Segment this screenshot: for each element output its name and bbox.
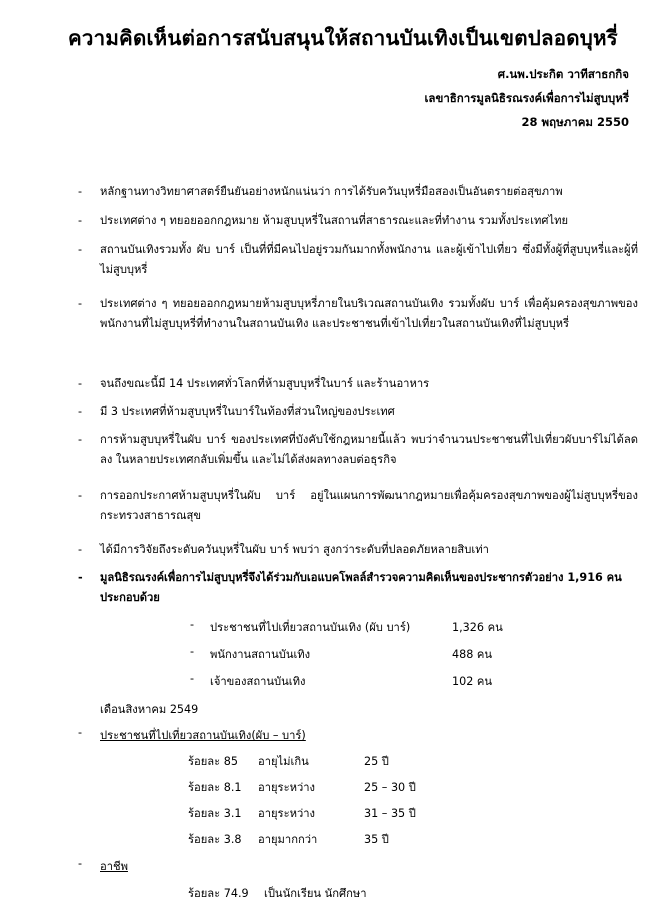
sample-count: 488 คน bbox=[452, 648, 493, 661]
bullet-dash: - bbox=[78, 214, 83, 227]
bullet-dash: - bbox=[78, 377, 83, 390]
author-name: ศ.นพ.ประกิต วาทีสาธกกิจ bbox=[497, 67, 629, 81]
bullet-dash: - bbox=[78, 185, 83, 198]
age-pct: ร้อยละ 3.8 bbox=[188, 833, 242, 846]
list-item bbox=[78, 211, 638, 231]
section-heading-customers: ประชาชนที่ไปเที่ยวสถานบันเทิง(ผับ – บาร์) bbox=[100, 729, 306, 742]
list-item-text: การห้ามสูบบุหรี่ในผับ บาร์ ของประเทศที่บังคับใช้กฎหมายนี้แล้ว พบว่าจำนวนประชาชนที่ไปเที่ยวผับบาร์ไม่ได้ลดลง ในหลายประเทศกลับเพิ่มขึ้น และไม่ได้ส่งผลทางลบต่อธุรกิจ bbox=[100, 433, 638, 466]
age-pct: ร้อยละ 8.1 bbox=[188, 781, 242, 794]
list-item-text: ได้มีการวิจัยถึงระดับควันบุหรี่ในผับ บาร์ พบว่า สูงกว่าระดับที่ปลอดภัยหลายสิบเท่า bbox=[100, 543, 489, 556]
list-item-text: ประเทศต่าง ๆ ทยอยออกกฎหมาย ห้ามสูบบุหรี่ในสถานที่สาธารณะและที่ทำงาน รวมทั้งประเทศไทย bbox=[100, 214, 569, 227]
age-desc: อายุมากกว่า bbox=[258, 833, 318, 846]
list-item bbox=[78, 294, 638, 333]
list-item-text: มูลนิธิรณรงค์เพื่อการไม่สูบบุหรี่จึงได้ร่วมกับเอแบคโพลล์สำรวจความคิดเห็นของประชากรตัวอย่าง 1,916 คน ประกอบด้วย bbox=[100, 571, 622, 604]
list-item bbox=[78, 402, 638, 422]
document-date: 28 พฤษภาคม 2550 bbox=[521, 115, 629, 129]
age-range: 25 ปี bbox=[364, 755, 389, 768]
section-dash: - bbox=[78, 726, 83, 739]
page-title: ความคิดเห็นต่อการสนับสนุนให้สถานบันเทิงเป็นเขตปลอดบุหรี่ bbox=[68, 26, 618, 50]
sample-label: เจ้าของสถานบันเทิง bbox=[210, 675, 306, 688]
age-range: 35 ปี bbox=[364, 833, 389, 846]
author-position: เลขาธิการมูลนิธิรณรงค์เพื่อการไม่สูบบุหรี่ bbox=[424, 91, 629, 105]
age-pct: ร้อยละ 3.1 bbox=[188, 807, 242, 820]
list-item bbox=[78, 240, 638, 279]
sample-dash: - bbox=[190, 672, 195, 685]
sample-label: พนักงานสถานบันเทิง bbox=[210, 648, 311, 661]
list-item bbox=[78, 182, 638, 202]
list-item-text: สถานบันเทิงรวมทั้ง ผับ บาร์ เป็นที่ที่มีคนไปอยู่รวมกันมากทั้งพนักงาน และผู้เข้าไปเที่ยว ซึ่งมีทั้งผู้ที่สูบบุหรี่และผู้ที่ไม่สูบบุหรี่ bbox=[100, 243, 638, 276]
list-item bbox=[78, 568, 638, 607]
age-desc: อายุระหว่าง bbox=[258, 781, 315, 794]
age-range: 31 – 35 ปี bbox=[364, 807, 416, 820]
list-item-text: ประเทศต่าง ๆ ทยอยออกกฎหมายห้ามสูบบุหรี่ภายในบริเวณสถานบันเทิง รวมทั้งผับ บาร์ เพื่อคุ้มครองสุขภาพของพนักงานที่ไม่สูบบุหรี่ที่ทำงานในสถานบันเทิง และประชาชนที่เข้าไปเที่ยวในสถานบันเทิงที่ไม่สูบบุหรี่ bbox=[100, 297, 638, 330]
bullet-dash: - bbox=[78, 297, 83, 310]
list-item bbox=[78, 486, 638, 525]
list-item bbox=[78, 374, 638, 394]
bullet-dash: - bbox=[78, 571, 83, 584]
list-item-text: หลักฐานทางวิทยาศาสตร์ยืนยันอย่างหนักแน่นว่า การได้รับควันบุหรี่มือสองเป็นอันตรายต่อสุขภาพ bbox=[100, 185, 563, 198]
age-range: 25 – 30 ปี bbox=[364, 781, 416, 794]
bullet-dash: - bbox=[78, 543, 83, 556]
sample-count: 1,326 คน bbox=[452, 621, 503, 634]
survey-month: เดือนสิงหาคม 2549 bbox=[100, 703, 199, 716]
age-desc: อายุไม่เกิน bbox=[258, 755, 309, 768]
bullet-dash: - bbox=[78, 405, 83, 418]
age-desc: อายุระหว่าง bbox=[258, 807, 315, 820]
bullet-dash: - bbox=[78, 489, 83, 502]
sample-dash: - bbox=[190, 645, 195, 658]
list-item-text: จนถึงขณะนี้มี 14 ประเทศทั่วโลกที่ห้ามสูบบุหรี่ในบาร์ และร้านอาหาร bbox=[100, 377, 430, 390]
list-item bbox=[78, 540, 638, 560]
list-item-text: มี 3 ประเทศที่ห้ามสูบบุหรี่ในบาร์ในท้องที่ส่วนใหญ่ของประเทศ bbox=[100, 405, 395, 418]
age-pct: ร้อยละ 85 bbox=[188, 755, 238, 768]
bullet-dash: - bbox=[78, 433, 83, 446]
occupation-desc: เป็นนักเรียน นักศึกษา bbox=[264, 887, 367, 900]
section-heading-occupation: อาชีพ bbox=[100, 860, 128, 873]
list-item bbox=[78, 430, 638, 469]
section-dash: - bbox=[78, 857, 83, 870]
sample-count: 102 คน bbox=[452, 675, 493, 688]
bullet-dash: - bbox=[78, 243, 83, 256]
sample-dash: - bbox=[190, 618, 195, 631]
sample-label: ประชาชนที่ไปเที่ยวสถานบันเทิง (ผับ บาร์) bbox=[210, 621, 411, 634]
list-item-text: การออกประกาศห้ามสูบบุหรี่ในผับ บาร์ อยู่ในแผนการพัฒนากฎหมายเพื่อคุ้มครองสุขภาพของผู้ไม่สูบบุหรี่ของกระทรวงสาธารณสุข bbox=[100, 489, 638, 522]
occupation-pct: ร้อยละ 74.9 bbox=[188, 887, 249, 900]
